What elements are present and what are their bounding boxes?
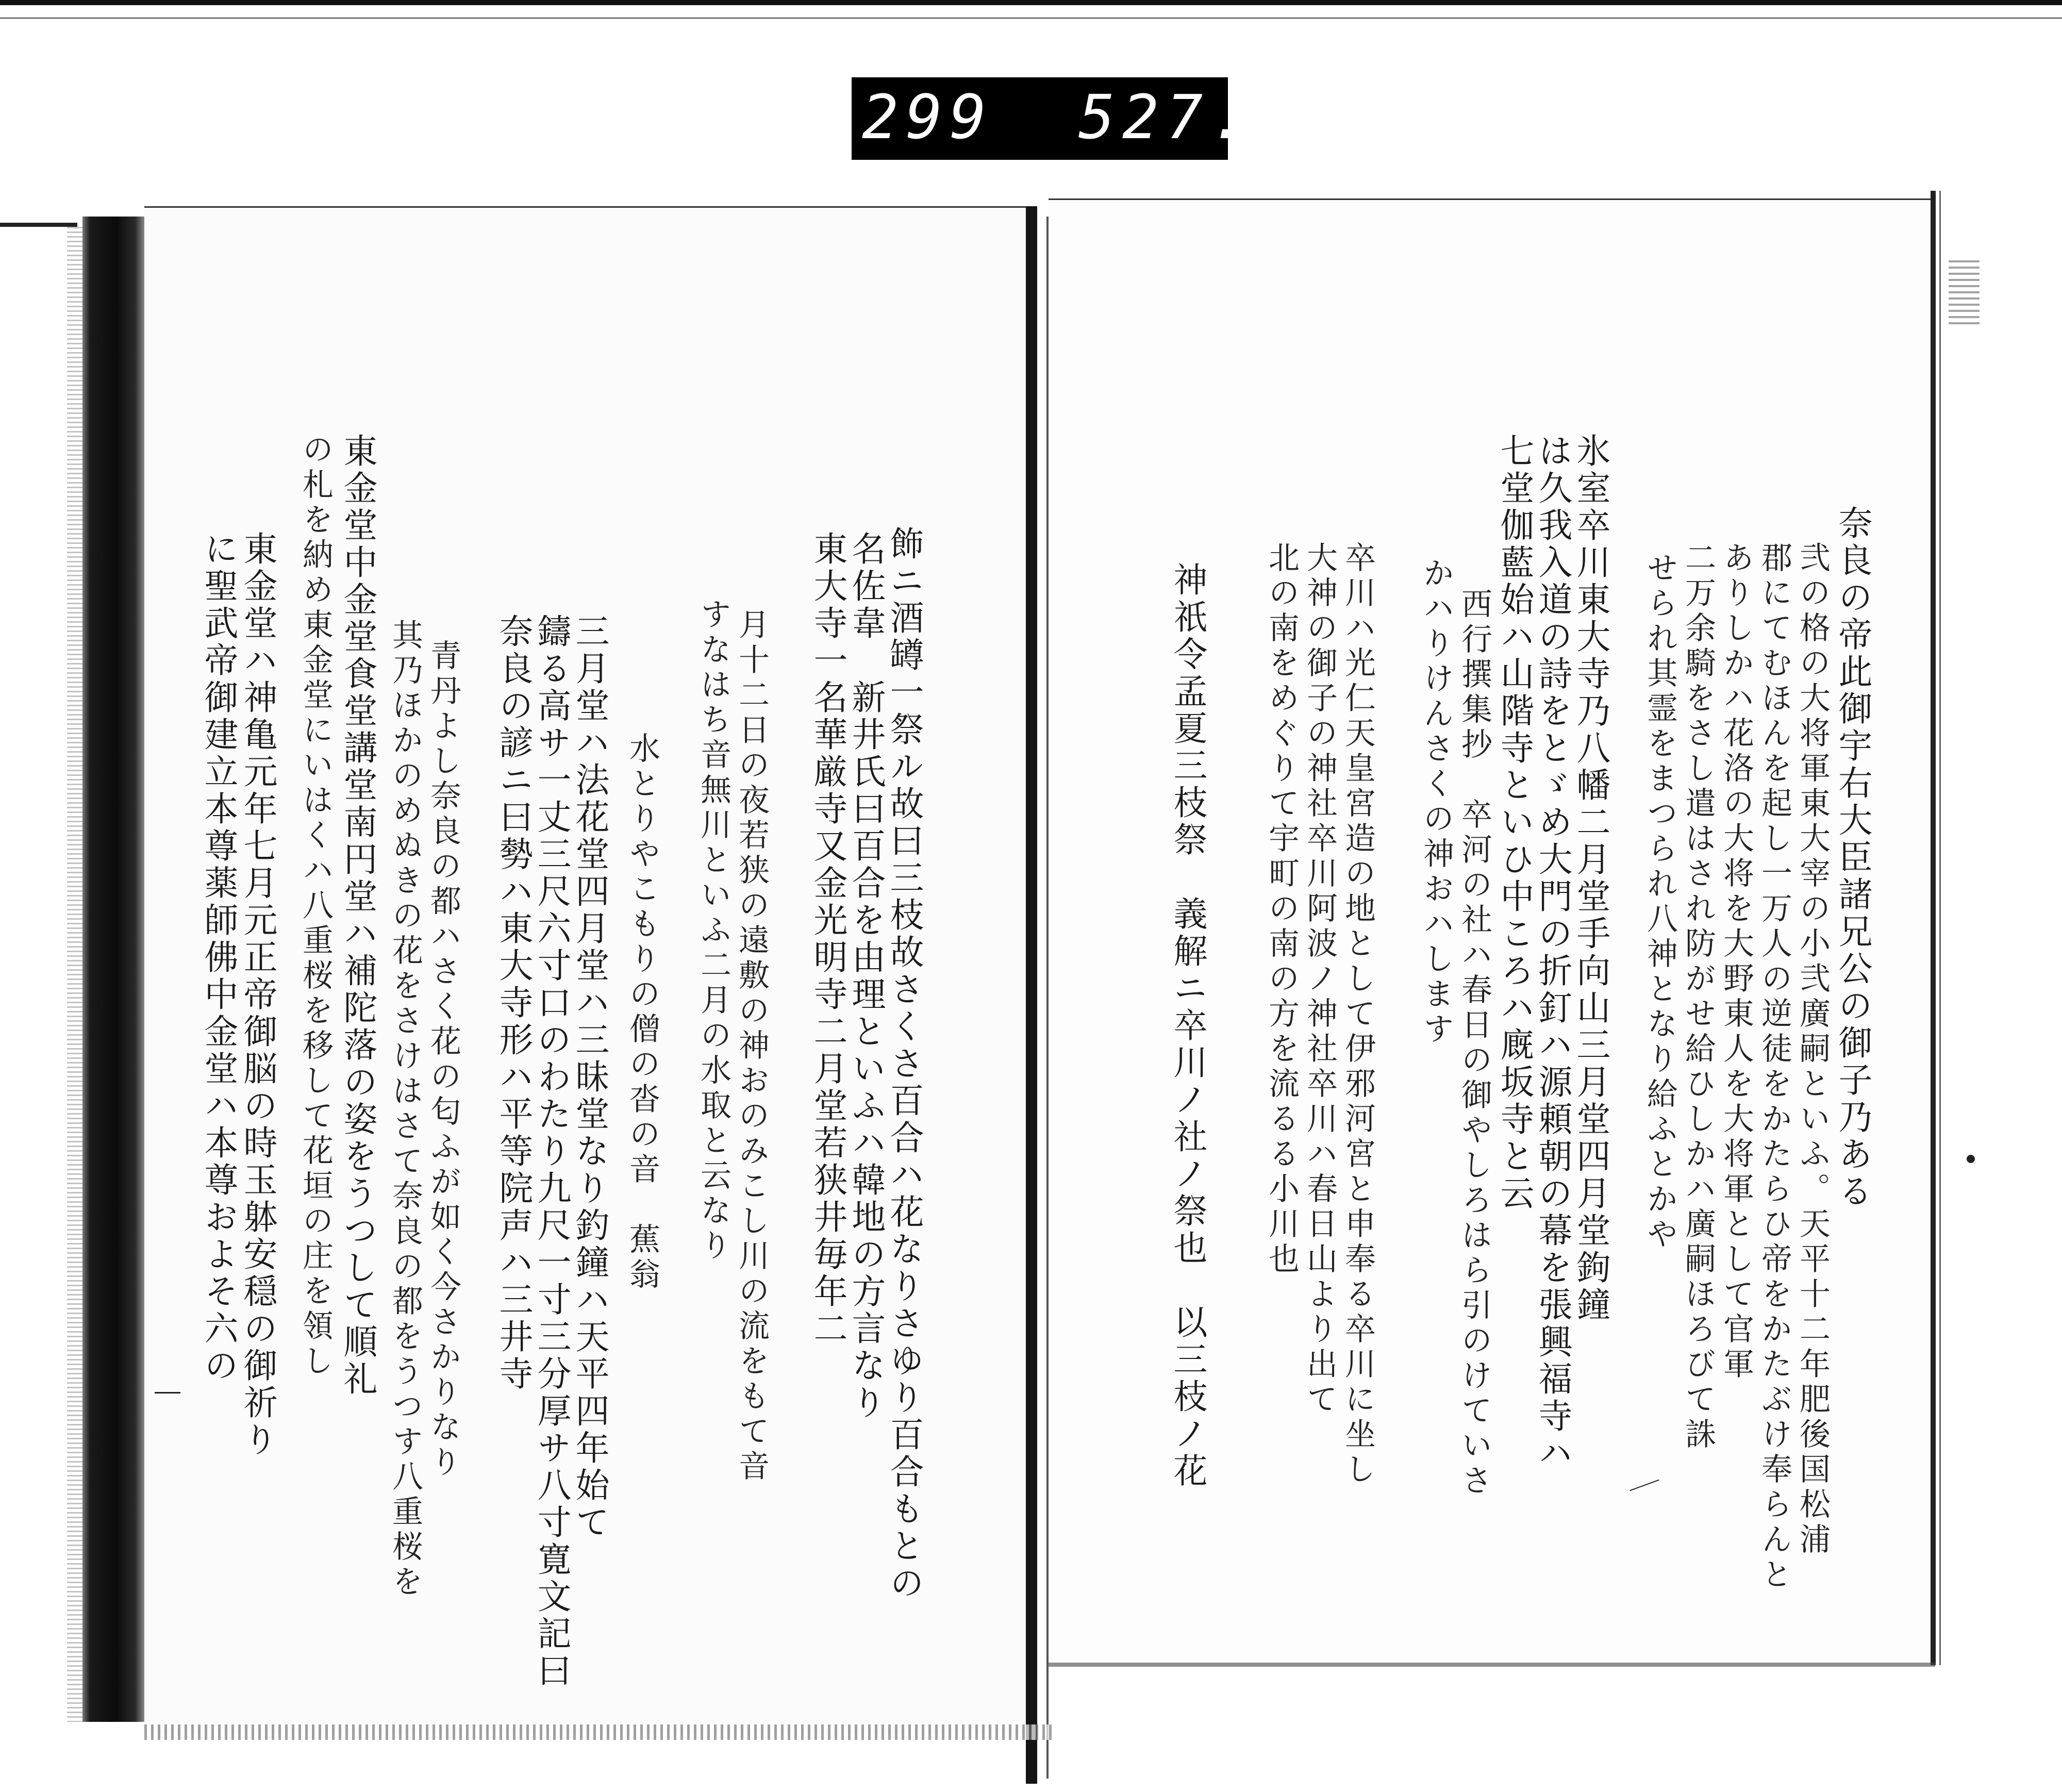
right-col-15: 神祇令孟夏三枝祭 義解ニ卒川ノ社ノ祭也 以三枝ノ花	[1168, 562, 1207, 1490]
frame-number: 299	[862, 81, 994, 153]
right-col-14: 北の南をめぐりて宇町の南の方を流るる小川也	[1263, 541, 1300, 1277]
right-col-4: ありしかハ花洛の大将を大野東人を大将軍として官軍	[1718, 541, 1754, 1383]
left-col-4: 月十二日の夜若狭の遠敷の神おのみこし川の流をもて音	[734, 608, 770, 1485]
film-top-line	[0, 18, 2062, 19]
scan-speck	[1967, 1155, 1975, 1163]
left-col-7: 三月堂ハ法花堂四月堂ハ三昧堂なり釣鐘ハ天平四年始て	[570, 613, 609, 1541]
right-col-7: 氷室卒川東大寺乃八幡二月堂手向山三月堂四月堂鉤鐘	[1571, 433, 1610, 1324]
left-col-1: 飾ニ酒罇一祭ル故曰三枝故さくさ百合ハ花なりさゆり百合もとの	[884, 526, 924, 1602]
right-col-2: 弐の格の大将軍東大宰の小弐廣嗣といふ。天平十二年肥後国松浦	[1794, 541, 1831, 1558]
right-page-bottom-edge	[1049, 1663, 1935, 1667]
page-stack-edge	[82, 217, 144, 1722]
left-col-2: 名佐韋 新井氏曰百合を由理といふハ韓地の方言なり	[846, 531, 886, 1422]
right-col-10: 西行撰集抄 卒河の社ハ春日の御やしろはら引のけていさ	[1456, 588, 1492, 1499]
left-col-12: の札を納め東金堂にいはくハ八重桜を移して花垣の庄を領し	[297, 433, 334, 1380]
book-gutter	[1026, 206, 1037, 1784]
left-col-8: 鑄る高サ一丈三尺六寸口のわたり九尺一寸三分厚サ八寸寛文記曰	[531, 613, 571, 1690]
margin-scratch	[1949, 260, 1980, 327]
left-col-15: に聖武帝御建立本尊薬師佛中金堂ハ本尊およそ六の	[198, 531, 238, 1385]
right-col-1: 奈良の帝此御宇右大臣諸兄公の御子乃ある	[1833, 505, 1872, 1210]
right-col-11: かハりけんさくの神おハします	[1418, 557, 1454, 1048]
scan-dash	[155, 1392, 180, 1393]
left-col-13: 東金堂中金堂食堂講堂南円堂ハ補陀落の姿をうつして順礼	[338, 433, 377, 1398]
right-page-edge	[1931, 191, 1936, 1665]
right-col-13: 大神の御子の神社卒川阿波ノ神社卒川ハ春日山より出て	[1302, 541, 1338, 1418]
frame-counter-label	[852, 77, 1254, 160]
right-col-6: せられ其霊をまつられ八神となり給ふとかや	[1642, 552, 1678, 1253]
left-col-14: 東金堂ハ神亀元年七月元正帝御脳の時玉躰安穏の御祈り	[238, 531, 277, 1459]
right-col-3: 郡にてむほんを起し一万人の逆徒をかたらひ帝をかたぶけ奉らんと	[1756, 541, 1792, 1593]
right-col-5: 二万余騎をさし遣はされ防がせ給ひしかハ廣嗣ほろびて誅	[1680, 541, 1716, 1453]
left-col-10: 青丹よし奈良の都ハさく花の匂ふが如く今さかりなり	[425, 639, 461, 1481]
right-col-8: は久我入道の詩をとゞめ大門の折釘ハ源頼朝の幕を張興福寺ハ	[1533, 433, 1572, 1472]
right-page-edge-line	[1939, 191, 1941, 1665]
left-col-3: 東大寺一名華厳寺又金光明寺二月堂若狭井毎年二	[808, 531, 847, 1348]
page-stack-bottom	[144, 1724, 1052, 1740]
film-top-edge	[0, 0, 2062, 5]
left-col-5: すなはち音無川といふ二月の水取と云なり	[695, 598, 731, 1264]
left-col-11: 其乃ほかのめぬきの花をさけはさて奈良の都をうつす八重桜を	[387, 619, 423, 1600]
item-number: 527.	[1078, 81, 1254, 153]
right-col-12: 卒川ハ光仁天皇宮造の地として伊邪河宮と申奉る卒川に坐し	[1340, 541, 1376, 1488]
binding-mark	[0, 223, 77, 227]
left-col-9: 奈良の諺ニ曰勢ハ東大寺形ハ平等院声ハ三井寺	[493, 613, 533, 1393]
left-col-6: 水とりやこもりの僧の沓の音 蕉翁	[624, 732, 660, 1293]
right-col-9: 七堂伽藍始ハ山階寺といひ中ころハ廐坂寺と云	[1494, 433, 1534, 1213]
